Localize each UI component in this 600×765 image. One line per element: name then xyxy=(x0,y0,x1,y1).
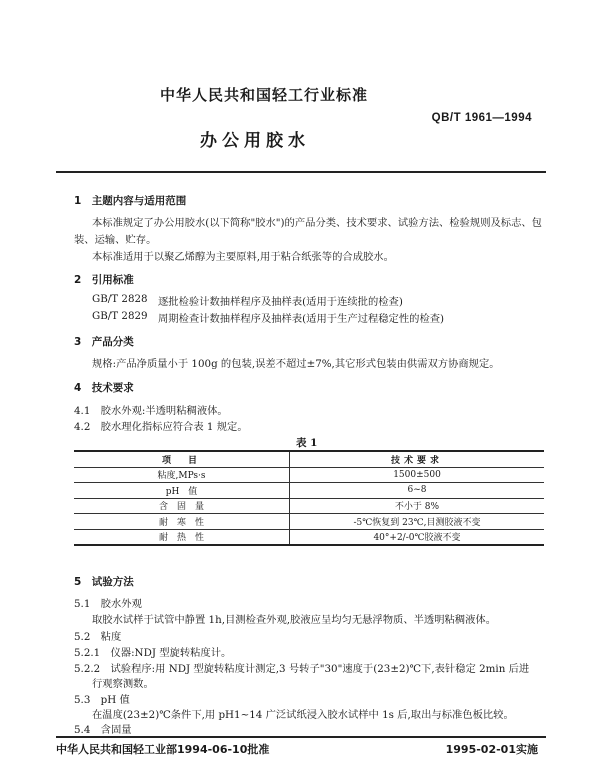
table-cell-item: 耐 寒 性 xyxy=(74,514,290,530)
table-caption: 表 1 xyxy=(296,437,318,449)
section-3-heading: 3 产品分类 xyxy=(74,336,134,348)
clause-5-2-heading: 5.2 粘度 xyxy=(74,631,122,643)
reference-code-1: GB/T 2828 xyxy=(92,293,148,305)
implementation-date: 1995-02-01实施 xyxy=(445,743,538,756)
issuing-organization: 中华人民共和国轻工行业标准 xyxy=(160,86,369,104)
table-header-item: 项 目 xyxy=(74,451,290,467)
table-cell-item: 耐 热 性 xyxy=(74,529,290,545)
table-header-row xyxy=(74,451,544,467)
clause-5-2-2-line-1: 5.2.2 试验程序:用 NDJ 型旋转粘度计测定,3 号转子"30"速度于(23±2)℃下,表针稳定 2min 后进 xyxy=(74,663,530,675)
table-row xyxy=(74,498,544,514)
section-5-heading: 5 试验方法 xyxy=(74,576,134,588)
table-cell-requirement: 1500±500 xyxy=(290,467,545,483)
clause-5-3-heading: 5.3 pH 值 xyxy=(74,694,130,706)
table-cell-item: 含 固 量 xyxy=(74,498,290,514)
table-row xyxy=(74,483,544,499)
section-1-paragraph-1a: 本标准规定了办公用胶水(以下简称"胶水")的产品分类、技术要求、试验方法、检验规则及标志、包 xyxy=(92,217,542,229)
section-4-heading: 4 技术要求 xyxy=(74,382,134,394)
clause-5-4-heading: 5.4 含固量 xyxy=(74,724,132,736)
table-cell-requirement: 40°+2/-0℃胶液不变 xyxy=(290,529,545,545)
standard-code: QB/T 1961—1994 xyxy=(431,112,532,124)
table-row xyxy=(74,467,544,483)
spec-table xyxy=(74,450,544,546)
clause-4-2: 4.2 胶水理化指标应符合表 1 规定。 xyxy=(74,421,248,433)
header-divider xyxy=(56,171,546,173)
reference-code-2: GB/T 2829 xyxy=(92,310,148,322)
clause-5-2-2-line-2: 行观察测数。 xyxy=(92,678,154,690)
clause-5-1-text: 取胶水试样于试管中静置 1h,目测检查外观,胶液应呈均匀无悬浮物质、半透明粘稠液体。 xyxy=(92,614,496,626)
footer-divider xyxy=(56,736,546,738)
table-row xyxy=(74,529,544,545)
clause-5-1-heading: 5.1 胶水外观 xyxy=(74,598,142,610)
reference-title-1: 逐批检验计数抽样程序及抽样表(适用于连续批的检查) xyxy=(158,296,403,308)
section-1-paragraph-2: 本标准适用于以聚乙烯醇为主要原料,用于粘合纸张等的合成胶水。 xyxy=(92,251,394,263)
table-cell-item: pH 值 xyxy=(74,483,290,499)
section-1-heading: 1 主题内容与适用范围 xyxy=(74,195,187,207)
section-1-paragraph-1b: 装、运输、贮存。 xyxy=(74,234,157,246)
clause-4-1: 4.1 胶水外观:半透明粘稠液体。 xyxy=(74,405,228,417)
reference-title-2: 周期检查计数抽样程序及抽样表(适用于生产过程稳定性的检查) xyxy=(158,313,445,325)
table-cell-requirement: 不小于 8% xyxy=(290,498,545,514)
table-header-requirement: 技术要求 xyxy=(290,451,545,467)
document-title: 办公用胶水 xyxy=(200,131,310,151)
clause-5-3-text: 在温度(23±2)℃条件下,用 pH1~14 广泛试纸浸入胶水试样中 1s 后,取出与标准色板比较。 xyxy=(92,709,514,721)
table-cell-requirement: 6~8 xyxy=(290,483,545,499)
table-cell-item: 粘度,MPs·s xyxy=(74,467,290,483)
approval-note: 中华人民共和国轻工业部1994-06-10批准 xyxy=(56,743,270,756)
table-cell-requirement: -5℃恢复到 23℃,目测胶液不变 xyxy=(290,514,545,530)
section-3-text: 规格:产品净质量小于 100g 的包装,误差不超过±7%,其它形式包装由供需双方协商规定。 xyxy=(92,358,500,370)
section-2-heading: 2 引用标准 xyxy=(74,274,134,286)
table-row xyxy=(74,514,544,530)
clause-5-2-1: 5.2.1 仪器:NDJ 型旋转粘度计。 xyxy=(74,647,232,659)
